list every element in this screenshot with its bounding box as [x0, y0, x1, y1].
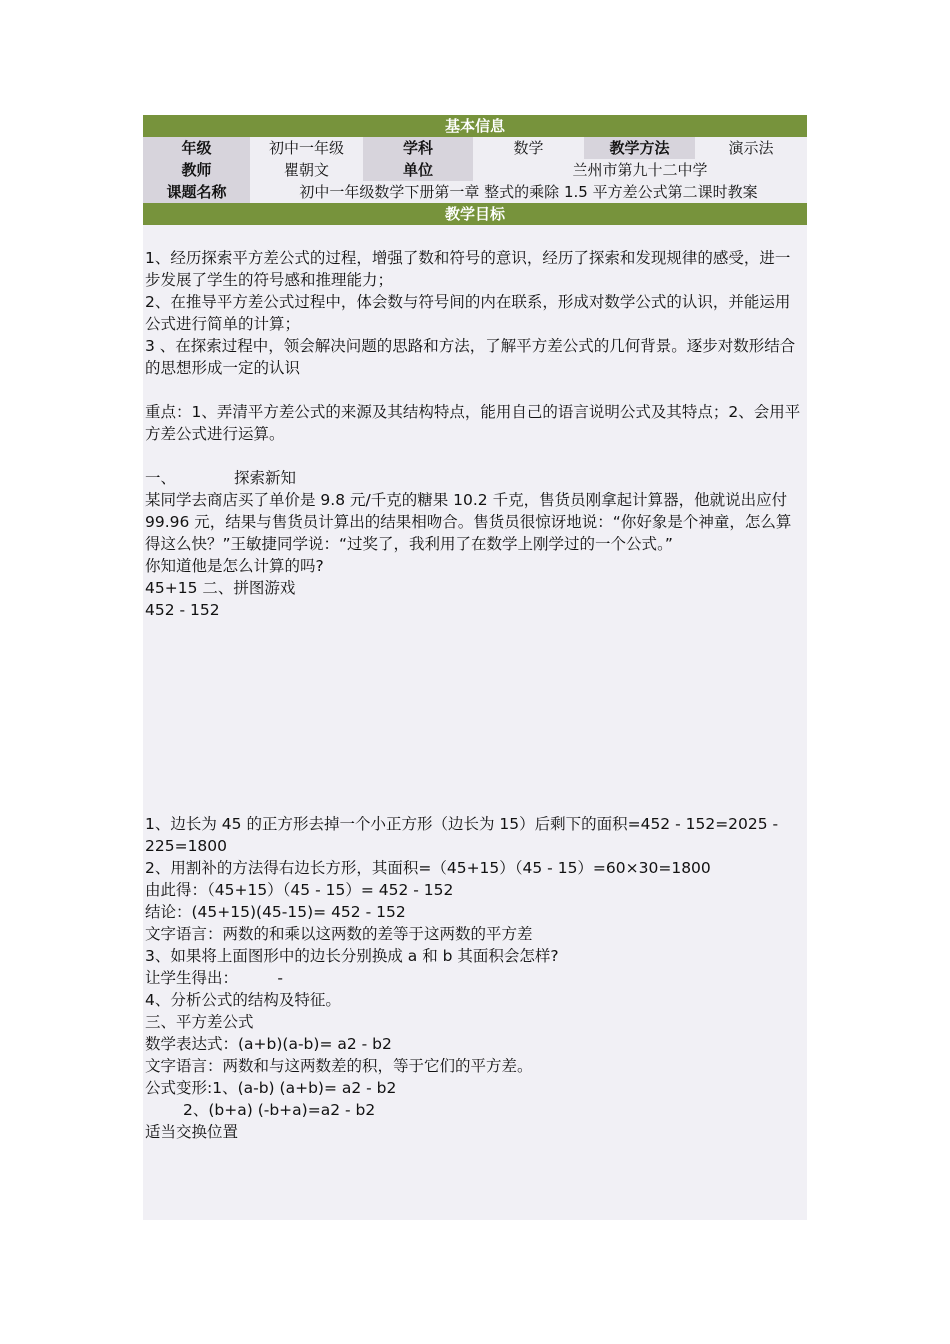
- lesson-title-label: 课题名称: [143, 181, 250, 203]
- step-derive: 由此得：（45+15）（45 - 15）= 452 - 152: [145, 881, 454, 899]
- section-header-basic-info: 基本信息: [143, 115, 807, 137]
- lesson-title-value: 初中一年级数学下册第一章 整式的乘除 1.5 平方差公式第二课时教案: [250, 181, 807, 203]
- formula-expression: 数学表达式：(a+b)(a-b)= a2 - b2: [145, 1035, 392, 1053]
- story-paragraph: 某同学去商店买了单价是 9.8 元/千克的糖果 10.2 千克，售货员刚拿起计算器，他就说出应付 99.96 元，结果与售货员计算出的结果相吻合。售货员很惊讶地说：“你好象是个神童，怎么算得这么快？”王敏捷同学说：“过奖了，我利用了在数学上刚学过的一个公式。”: [145, 491, 792, 553]
- lesson-plan-sheet: [143, 115, 807, 1220]
- unit-value: 兰州市第九十二中学: [473, 159, 807, 181]
- step-word-language: 文字语言：两数的和乘以这两数的差等于这两数的平方差: [145, 925, 533, 943]
- formula-word-language: 文字语言：两数和与这两数差的积，等于它们的平方差。: [145, 1057, 533, 1075]
- section1-heading: [145, 467, 803, 489]
- section3-heading: 三、平方差公式: [145, 1013, 254, 1031]
- section1-title: 探索新知: [234, 469, 297, 487]
- grade-value: 初中一年级: [250, 137, 363, 159]
- subject-label: 学科: [363, 137, 473, 159]
- step-student-result: 让学生得出： -: [145, 969, 284, 987]
- method-value: 演示法: [695, 137, 807, 159]
- figure-placeholder: [145, 621, 803, 813]
- grade-label: 年级: [143, 137, 250, 159]
- info-row-2: [143, 159, 807, 181]
- method-label: 教学方法: [584, 137, 695, 159]
- goal-3: 3 、在探索过程中，领会解决问题的思路和方法，了解平方差公式的几何背景。逐步对数形结合的思想形成一定的认识: [145, 337, 796, 377]
- formula-variant-2: 2、(b+a) (-b+a)=a2 - b2: [183, 1101, 376, 1119]
- info-row-1: [143, 137, 807, 159]
- formula-variant-1: 公式变形:1、(a-b) (a+b)= a2 - b2: [145, 1079, 397, 1097]
- calc-line-a: 45+15 二、拼图游戏: [145, 579, 296, 597]
- step-conclusion: 结论：(45+15)(45-15)= 452 - 152: [145, 903, 406, 921]
- basic-info-table: [143, 137, 807, 203]
- step-3: 3、如果将上面图形中的边长分别换成 a 和 b 其面积会怎样?: [145, 947, 559, 965]
- key-points: 重点：1、弄清平方差公式的来源及其结构特点，能用自己的语言说明公式及其特点；2、会用平方差公式进行运算。: [145, 403, 801, 443]
- subject-value: 数学: [473, 137, 584, 159]
- info-row-3: [143, 181, 807, 203]
- teacher-value: 瞿朝文: [250, 159, 363, 181]
- teacher-label: 教师: [143, 159, 250, 181]
- calc-line-b: 452 - 152: [145, 601, 220, 619]
- goals-content: [143, 225, 807, 1220]
- step-4: 4、分析公式的结构及特征。: [145, 991, 341, 1009]
- step-1: 1、边长为 45 的正方形去掉一个小正方形（边长为 15）后剩下的面积=452 - 152=2025 - 225=1800: [145, 815, 779, 855]
- unit-label: 单位: [363, 159, 473, 181]
- section-header-goals: 教学目标: [143, 203, 807, 225]
- question-line: 你知道他是怎么计算的吗?: [145, 557, 324, 575]
- goal-2: 2、在推导平方差公式过程中，体会数与符号间的内在联系，形成对数学公式的认识，并能运用公式进行简单的计算；: [145, 293, 791, 333]
- formula-swap-note: 适当交换位置: [145, 1123, 239, 1141]
- step-2: 2、用割补的方法得右边长方形，其面积=（45+15）（45 - 15）=60×30=1800: [145, 859, 711, 877]
- section1-number: 一、: [145, 469, 177, 487]
- goal-1: 1、经历探索平方差公式的过程，增强了数和符号的意识，经历了探索和发现规律的感受，进一步发展了学生的符号感和推理能力；: [145, 249, 791, 289]
